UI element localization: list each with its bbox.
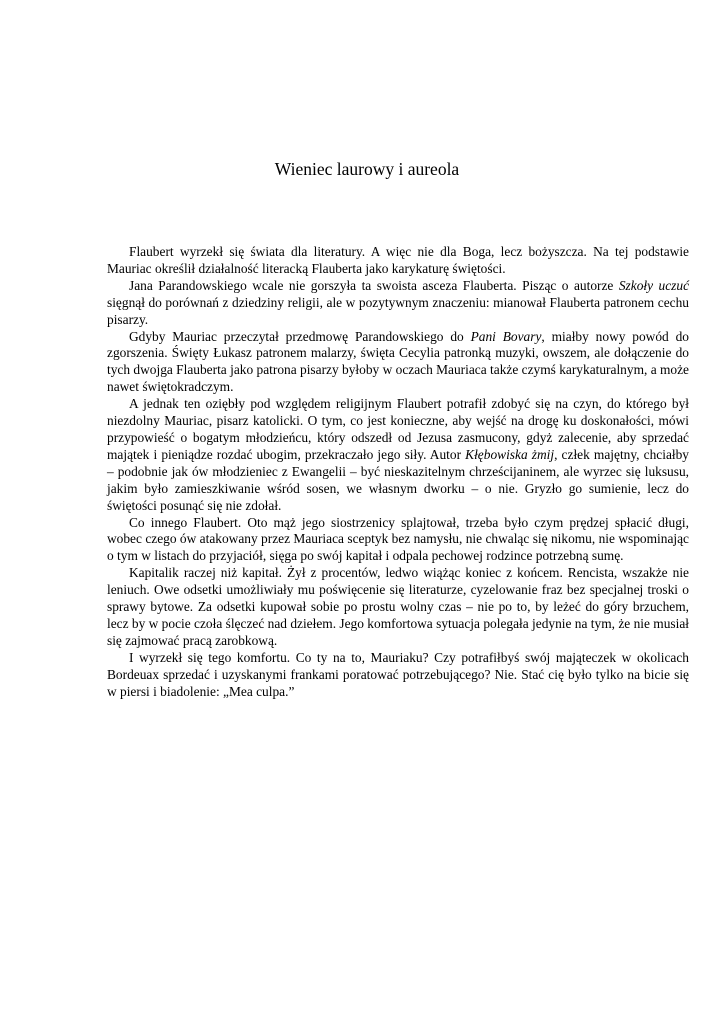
document-body bbox=[107, 244, 689, 700]
paragraph bbox=[107, 244, 689, 278]
paragraph bbox=[107, 329, 689, 397]
paragraph bbox=[107, 396, 689, 514]
paragraph-text: I wyrzekł się tego komfortu. Co ty na to, Mauriaku? Czy potrafiłbyś swój mająteczek w okolicach Bordeuax sprzedać i uzyskanymi frankami poratować potrzebującego? Nie. Stać cię było tylko na bicie się w piersi i biadolenie: „Mea culpa.” bbox=[107, 649, 689, 699]
paragraph-text: Jana Parandowskiego wcale nie gorszyła ta swoista asceza Flauberta. Pisząc o autorze bbox=[129, 277, 619, 293]
paragraph bbox=[107, 565, 689, 650]
paragraph-text: A jednak ten oziębły pod względem religijnym Flaubert potrafił zdobyć się na czyn, do którego był niezdolny Mauriac, pisarz katolicki. O tym, co jest konieczne, aby wejść na drogę ku doskonałości, mówi przypowieść o bogatym młodzieńcu, który odszedł od Jezusa zasmucony, gdyż zalecenie, aby sprzedać majątek i pieniądze rozdać ubogim, przekraczało jego siły. Autor bbox=[107, 396, 689, 462]
paragraph-text: Co innego Flaubert. Oto mąż jego siostrzenicy splajtował, trzeba było czym prędzej spłacić długi, wobec czego ów atakowany przez Mauriaca sceptyk bez namysłu, nie chwaląc się nikomu, nie wspominając o tym w listach do przyjaciół, sięga po swój kapitał i odpala pechowej rodzince potrzebną sumę. bbox=[107, 514, 689, 564]
paragraph-text: , człek majętny, chciałby – podobnie jak ów młodzieniec z Ewangelii – być nieskazitelnym chrześcijaninem, ale wyrzec się luksusu, jakim było zamieszkiwanie wśród sosen, we własnym dworku – o nie. Gryzło go sumienie, lecz do świętości posunąć się nie zdołał. bbox=[107, 446, 689, 513]
paragraph-text: Kapitalik raczej niż kapitał. Żył z procentów, ledwo wiążąc koniec z końcem. Rencista, wszakże nie leniuch. Owe odsetki umożliwiały mu poświęcenie się literaturze, cyzelowanie fraz bez specjalnej troski o sprawy bytowe. Za odsetki kupował sobie po prostu wolny czas – nie po to, by leżeć do góry brzuchem, lecz by w pocie czoła ślęczeć nad dziełem. Jego komfortowa sytuacja polegała jedynie na tym, że nie musiał się zajmować pracą zarobkową. bbox=[107, 565, 689, 648]
paragraph-text: Gdyby Mauriac przeczytał przedmowę Parandowskiego do bbox=[129, 328, 471, 344]
italic-title-text: Szkoły uczuć bbox=[618, 277, 690, 293]
paragraph-text: Flaubert wyrzekł się świata dla literatury. A więc nie dla Boga, lecz bożyszcza. Na tej podstawie Mauriac określił działalność literacką Flauberta jako karykaturę świętości. bbox=[107, 244, 689, 276]
paragraph-text: sięgnął do porównań z dziedziny religii, ale w pozytywnym znaczeniu: mianował Flauberta patronem cechu pisarzy. bbox=[107, 294, 689, 327]
paragraph bbox=[107, 650, 689, 701]
paragraph bbox=[107, 278, 689, 329]
document-title: Wieniec laurowy i aureola bbox=[274, 159, 460, 179]
italic-title-text: Pani Bovary bbox=[470, 328, 542, 344]
italic-title-text: Kłębowiska żmij bbox=[465, 446, 555, 462]
paragraph-text: , miałby nowy powód do zgorszenia. Święty Łukasz patronem malarzy, święta Cecylia patronką muzyki, owszem, ale dołączenie do tych dwojga Flauberta jako patrona pisarzy byłoby w oczach Mauriaca także czymś karykaturalnym, a może nawet świętokradczym. bbox=[107, 328, 689, 395]
paragraph bbox=[107, 515, 689, 566]
